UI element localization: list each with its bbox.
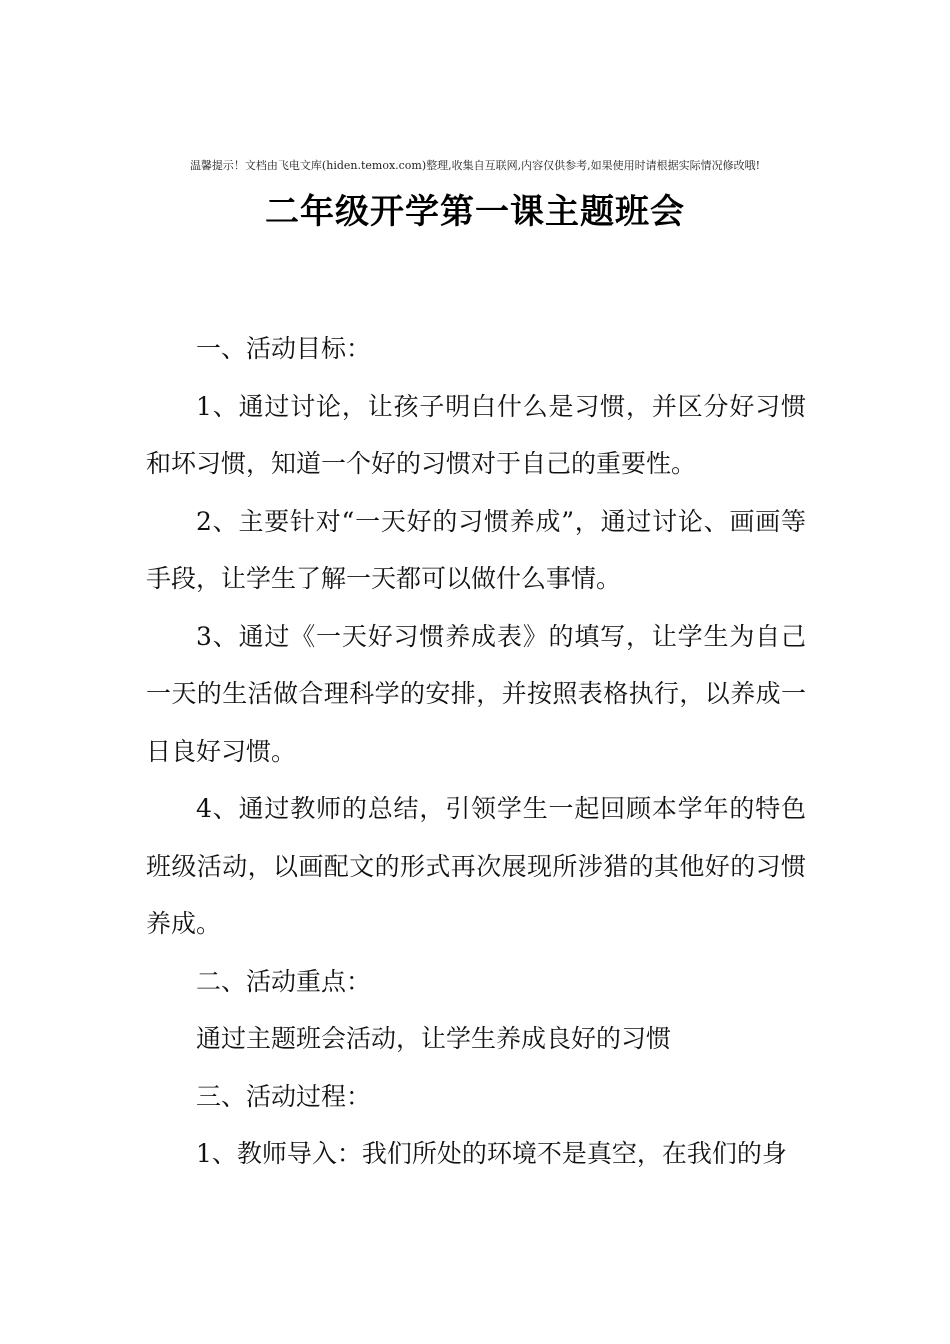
paragraph: 1、教师导入：我们所处的环境不是真空，在我们的身 [196,1139,787,1168]
paragraph: 3、通过《一天好习惯养成表》的填写，让学生为自己一天的生活做合理科学的安排，并按照表格执行，以养成一日良好习惯。 [146,621,806,766]
header-notice: 温馨提示！文档由飞电文库(hiden.temox.com)整理,收集自互联网,内容仅供参考,如果使用时请根据实际情况修改哦! [189,159,761,172]
paragraph: 通过主题班会活动，让学生养成良好的习惯 [196,1024,672,1053]
paragraph: 1、通过讨论，让孩子明白什么是习惯，并区分好习惯和坏习惯，知道一个好的习惯对于自己的重要性。 [146,391,806,478]
paragraph: 2、主要针对“一天好的习惯养成”，通过讨论、画画等手段，让学生了解一天都可以做什么事情。 [146,506,806,593]
paragraph: 4、通过教师的总结，引领学生一起回顾本学年的特色班级活动，以画配文的形式再次展现所涉猎的其他好的习惯养成。 [146,794,806,938]
section-heading-focus: 二、活动重点： [196,966,372,996]
section-heading-goals: 一、活动目标： [196,334,372,363]
section-heading-process: 三、活动过程： [196,1081,372,1111]
document-title: 二年级开学第一课主题班会 [265,192,685,232]
document-body [146,320,806,1183]
